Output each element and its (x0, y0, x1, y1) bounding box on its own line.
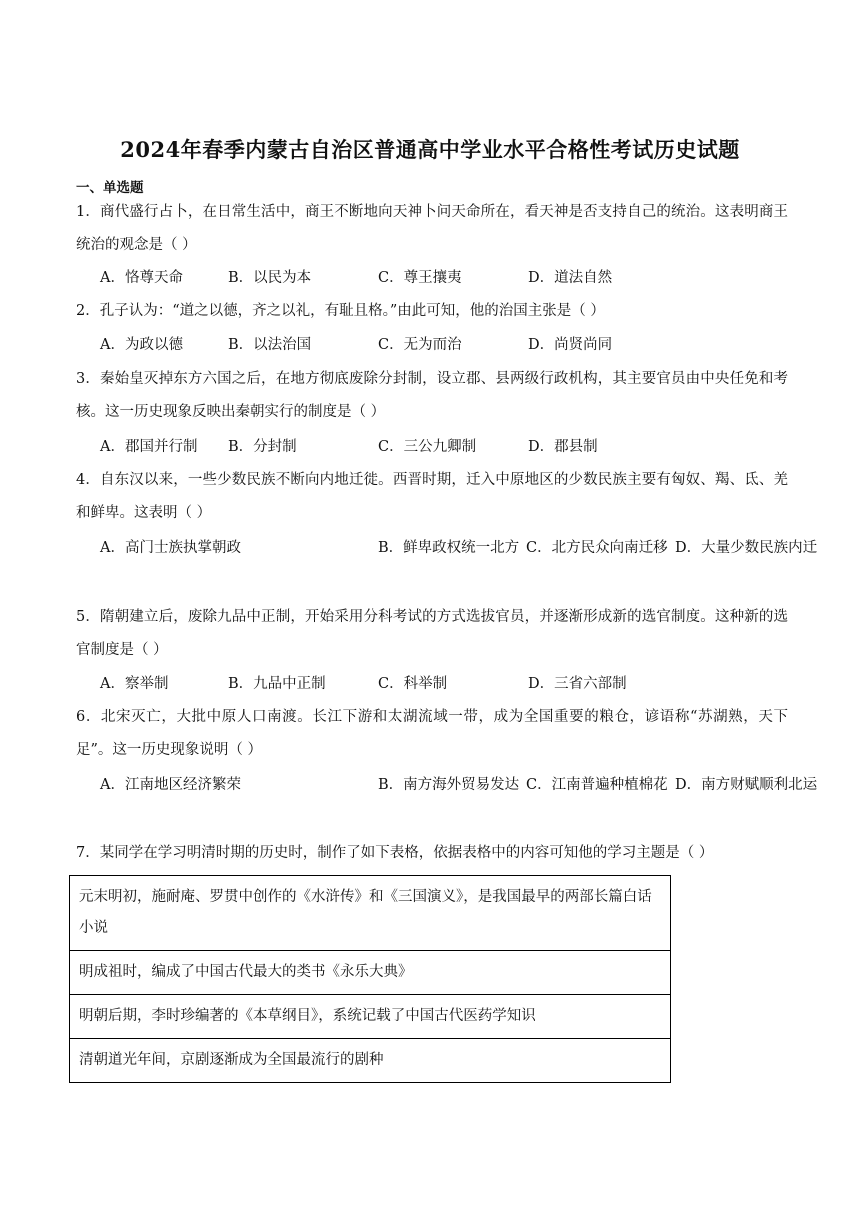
option-b: B．以民为本 (228, 270, 312, 286)
option-b: B．南方海外贸易发达 (378, 777, 520, 793)
question-2-stem: 2．孔子认为：“道之以德，齐之以礼，有耻且格。”由此可知，他的治国主张是（ ） (76, 303, 605, 319)
option-c: C．北方民众向南迁移 (526, 540, 668, 556)
question-1-options (100, 262, 790, 295)
option-d: D．尚贤尚同 (528, 337, 613, 353)
question-6-options (100, 769, 818, 802)
table-cell: 元末明初，施耐庵、罗贯中创作的《水浒传》和《三国演义》，是我国最早的两部长篇白话小说 (70, 876, 671, 951)
option-b: B．分封制 (228, 439, 297, 455)
option-d: D．三省六部制 (528, 676, 627, 692)
option-c: C．尊王攘夷 (378, 270, 462, 286)
option-a: A．郡国并行制 (100, 439, 198, 455)
option-b: B．九品中正制 (228, 676, 326, 692)
option-b: B．以法治国 (228, 337, 312, 353)
option-c: C．江南普遍种植棉花 (526, 777, 668, 793)
option-d: D．郡县制 (528, 439, 598, 455)
option-c: C．三公九卿制 (378, 439, 477, 455)
table-row (70, 876, 671, 951)
question-5-options (100, 668, 790, 701)
table-cell: 明朝后期，李时珍编著的《本草纲目》，系统记载了中国古代医药学知识 (70, 995, 671, 1039)
option-d: D．道法自然 (528, 270, 613, 286)
option-c: C．科举制 (378, 676, 448, 692)
table-row (70, 995, 671, 1039)
question-2-options (100, 329, 790, 362)
option-d: D．南方财赋顺利北运 (675, 777, 818, 793)
option-a: A．察举制 (100, 676, 169, 692)
table-row (70, 1039, 671, 1083)
table-row (70, 951, 671, 995)
table-cell: 明成祖时，编成了中国古代最大的类书《永乐大典》 (70, 951, 671, 995)
question-6-stem: 6．北宋灭亡，大批中原人口南渡。长江下游和太湖流域一带，成为全国重要的粮仓，谚语称“苏湖熟，天下足”。这一历史现象说明（ ） (76, 709, 788, 758)
option-a: A．为政以德 (100, 337, 183, 353)
question-5-stem: 5．隋朝建立后，废除九品中正制，开始采用分科考试的方式选拔官员，并逐渐形成新的选官制度。这种新的选官制度是（ ） (76, 609, 788, 658)
question-4-options (100, 532, 818, 565)
option-b: B．鲜卑政权统一北方 (378, 540, 520, 556)
question-7-stem: 7．某同学在学习明清时期的历史时，制作了如下表格，依据表格中的内容可知他的学习主题是（ ） (76, 845, 714, 861)
table-cell: 清朝道光年间，京剧逐渐成为全国最流行的剧种 (70, 1039, 671, 1083)
question-3-options (100, 431, 790, 464)
exam-title: 2024年春季内蒙古自治区普通高中学业水平合格性考试历史试题 (120, 137, 740, 162)
option-d: D．大量少数民族内迁 (675, 540, 818, 556)
option-a: A．恪尊天命 (100, 270, 183, 286)
question-3-stem: 3．秦始皇灭掉东方六国之后，在地方彻底废除分封制，设立郡、县两级行政机构，其主要官员由中央任免和考核。这一历史现象反映出秦朝实行的制度是（ ） (76, 371, 788, 420)
question-4-stem: 4．自东汉以来，一些少数民族不断向内地迁徙。西晋时期，迁入中原地区的少数民族主要有匈奴、羯、氐、羌和鲜卑。这表明（ ） (76, 472, 788, 521)
history-topic-table (69, 875, 671, 1083)
option-a: A．江南地区经济繁荣 (100, 777, 241, 793)
section-heading: 一、单选题 (76, 180, 144, 196)
option-a: A．高门士族执掌朝政 (100, 540, 241, 556)
option-c: C．无为而治 (378, 337, 462, 353)
question-1-stem: 1．商代盛行占卜，在日常生活中，商王不断地向天神卜问天命所在，看天神是否支持自己的统治。这表明商王统治的观念是（ ） (76, 204, 788, 253)
